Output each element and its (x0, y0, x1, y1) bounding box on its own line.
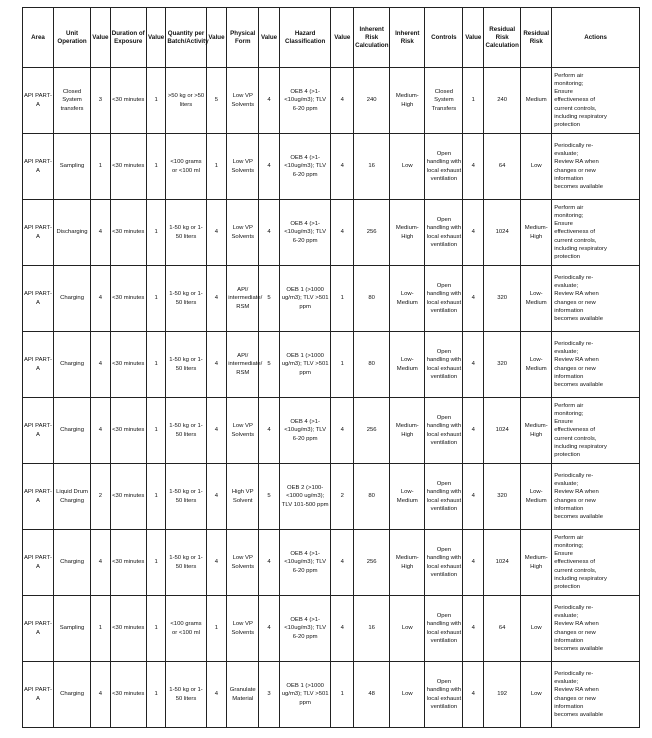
table-cell: API PART-A (23, 596, 54, 662)
table-cell: Medium-High (390, 68, 425, 134)
table-cell: 16 (354, 596, 390, 662)
table-cell: <30 minutes (110, 596, 146, 662)
cropped-heading-fragment (24, 0, 234, 5)
actions-line: effectiveness of (554, 559, 596, 566)
column-header: Residual Risk Calculation (484, 8, 521, 68)
actions-line: Periodically re- (554, 274, 594, 281)
table-cell: 256 (354, 530, 390, 596)
actions-line: Review RA when (554, 357, 599, 364)
actions-line: Periodically re- (554, 604, 594, 611)
table-cell: 1 (206, 596, 227, 662)
table-row (23, 596, 640, 662)
table-cell: 4 (91, 200, 111, 266)
actions-line: changes or new (554, 629, 596, 636)
table-row (23, 332, 640, 398)
actions-line: monitoring; (554, 542, 584, 549)
actions-cell (552, 68, 640, 134)
table-cell: 4 (463, 200, 484, 266)
table-cell: 4 (91, 398, 111, 464)
table-cell: <30 minutes (110, 332, 146, 398)
table-cell: 4 (463, 134, 484, 200)
table-cell: 4 (331, 68, 354, 134)
table-cell: OEB 4 (>1-<10ug/m3); TLV 6-20 ppm (279, 530, 331, 596)
table-cell: Charging (53, 266, 90, 332)
actions-line: current controls, (554, 237, 597, 244)
actions-line: Ensure (554, 419, 573, 426)
column-header: Quantity per Batch/Activity (166, 8, 206, 68)
table-row (23, 68, 640, 134)
column-header: Inherent Risk Calculation (354, 8, 390, 68)
column-header: Value (331, 8, 354, 68)
table-cell: Low VP Solvents (227, 398, 259, 464)
table-cell: OEB 4 (>1-<10ug/m3); TLV 6-20 ppm (279, 134, 331, 200)
table-cell: 4 (206, 662, 227, 728)
table-cell: API PART-A (23, 266, 54, 332)
actions-line: Review RA when (554, 159, 599, 166)
column-header: Controls (425, 8, 463, 68)
actions-line: Perform air (554, 204, 584, 211)
column-header: Value (206, 8, 227, 68)
table-cell: 1 (331, 266, 354, 332)
table-cell: Medium (521, 68, 552, 134)
actions-cell (552, 662, 640, 728)
table-cell: Low-Medium (521, 266, 552, 332)
table-cell: 3 (259, 662, 280, 728)
actions-line: information (554, 505, 584, 512)
actions-cell (552, 596, 640, 662)
table-cell: Low VP Solvents (227, 596, 259, 662)
table-cell: 4 (331, 134, 354, 200)
actions-line: current controls, (554, 105, 597, 112)
column-header: Area (23, 8, 54, 68)
actions-line: Perform air (554, 72, 584, 79)
actions-line: information (554, 307, 584, 314)
table-cell: 16 (354, 134, 390, 200)
actions-cell (552, 134, 640, 200)
column-header: Hazard Classification (279, 8, 331, 68)
column-header: Actions (552, 8, 640, 68)
table-cell: OEB 4 (>1-<10ug/m3); TLV 6-20 ppm (279, 596, 331, 662)
table-cell: 240 (484, 68, 521, 134)
table-cell: 4 (91, 530, 111, 596)
table-cell: Medium-High (390, 200, 425, 266)
actions-line: Periodically re- (554, 142, 594, 149)
table-cell: 1 (463, 68, 484, 134)
table-cell: API PART-A (23, 134, 54, 200)
table-cell: 4 (206, 332, 227, 398)
table-cell: Charging (53, 332, 90, 398)
table-cell: 4 (259, 200, 280, 266)
actions-line: Periodically re- (554, 670, 594, 677)
table-cell: Sampling (53, 596, 90, 662)
table-cell: 1 (146, 332, 166, 398)
table-cell: 1024 (484, 200, 521, 266)
table-cell: Low VP Solvents (227, 134, 259, 200)
table-cell: 1 (146, 266, 166, 332)
table-cell: Charging (53, 662, 90, 728)
table-cell: 1024 (484, 530, 521, 596)
actions-line: effectiveness of (554, 97, 596, 104)
actions-line: Ensure (554, 89, 573, 96)
actions-cell (552, 398, 640, 464)
actions-line: Review RA when (554, 687, 599, 694)
table-cell: 1 (146, 464, 166, 530)
table-cell: 1-50 kg or 1-50 liters (166, 530, 206, 596)
table-cell: Charging (53, 530, 90, 596)
table-cell: 5 (259, 266, 280, 332)
table-row (23, 662, 640, 728)
table-cell: 4 (259, 134, 280, 200)
table-cell: 4 (259, 596, 280, 662)
table-cell: 4 (206, 464, 227, 530)
table-cell: 1 (146, 662, 166, 728)
table-cell: 1 (146, 398, 166, 464)
table-cell: 4 (463, 266, 484, 332)
table-cell: Low VP Solvents (227, 200, 259, 266)
table-cell: Low (390, 134, 425, 200)
table-cell: 4 (331, 200, 354, 266)
table-cell: 5 (259, 332, 280, 398)
table-cell: <30 minutes (110, 134, 146, 200)
table-row (23, 134, 640, 200)
table-cell: 4 (331, 530, 354, 596)
actions-line: becomes available (554, 711, 603, 718)
table-cell: API PART-A (23, 530, 54, 596)
table-cell: OEB 1 (>1000 ug/m3); TLV >501 ppm (279, 662, 331, 728)
table-cell: Low (390, 596, 425, 662)
table-cell: 1-50 kg or 1-50 liters (166, 332, 206, 398)
table-cell: <30 minutes (110, 266, 146, 332)
table-cell: 1-50 kg or 1-50 liters (166, 266, 206, 332)
table-cell: <30 minutes (110, 530, 146, 596)
table-cell: Discharging (53, 200, 90, 266)
table-cell: 1 (91, 596, 111, 662)
table-cell: Low (390, 662, 425, 728)
actions-line: protection (554, 122, 581, 128)
table-cell: Open handling with local exhaust ventilation (425, 464, 463, 530)
table-cell: 4 (91, 266, 111, 332)
actions-line: evaluate; (554, 283, 579, 290)
actions-line: Review RA when (554, 621, 599, 628)
actions-line: Perform air (554, 534, 584, 541)
table-cell: 1 (146, 200, 166, 266)
table-cell: OEB 4 (>1-<10ug/m3); TLV 6-20 ppm (279, 68, 331, 134)
table-cell: <100 grams or <100 ml (166, 596, 206, 662)
table-cell: OEB 1 (>1000 ug/m3); TLV >501 ppm (279, 266, 331, 332)
actions-line: Ensure (554, 551, 573, 558)
table-cell: API PART-A (23, 332, 54, 398)
table-cell: Open handling with local exhaust ventilation (425, 134, 463, 200)
table-cell: Medium-High (521, 530, 552, 596)
actions-line: evaluate; (554, 613, 579, 620)
table-cell: API PART-A (23, 464, 54, 530)
table-cell: Medium-High (390, 398, 425, 464)
table-cell: Low VP Solvents (227, 530, 259, 596)
column-header: Inherent Risk (390, 8, 425, 68)
actions-cell (552, 200, 640, 266)
table-row (23, 200, 640, 266)
actions-line: monitoring; (554, 212, 584, 219)
actions-line: effectiveness of (554, 427, 596, 434)
actions-line: information (554, 703, 584, 710)
actions-line: becomes available (554, 315, 603, 322)
table-cell: Open handling with local exhaust ventilation (425, 266, 463, 332)
table-cell: High VP Solvent (227, 464, 259, 530)
table-cell: <30 minutes (110, 662, 146, 728)
table-cell: 1 (146, 530, 166, 596)
actions-line: becomes available (554, 183, 603, 190)
column-header: Physical Form (227, 8, 259, 68)
table-cell: 4 (206, 398, 227, 464)
actions-line: evaluate; (554, 481, 579, 488)
table-cell: 4 (91, 332, 111, 398)
table-cell: 4 (331, 596, 354, 662)
table-cell: 64 (484, 134, 521, 200)
actions-line: changes or new (554, 167, 596, 174)
actions-line: protection (554, 584, 581, 590)
actions-line: changes or new (554, 365, 596, 372)
table-cell: 4 (206, 200, 227, 266)
actions-line: information (554, 637, 584, 644)
actions-line: Ensure (554, 221, 573, 228)
actions-line: including respiratory (554, 113, 607, 120)
table-cell: 1 (146, 596, 166, 662)
table-cell: 4 (463, 398, 484, 464)
actions-line: protection (554, 254, 581, 260)
table-cell: API PART-A (23, 200, 54, 266)
actions-line: monitoring; (554, 80, 584, 87)
column-header: Value (91, 8, 111, 68)
actions-line: evaluate; (554, 349, 579, 356)
table-cell: 1 (331, 662, 354, 728)
actions-cell (552, 266, 640, 332)
table-cell: 1024 (484, 398, 521, 464)
table-cell: <30 minutes (110, 200, 146, 266)
table-cell: 4 (463, 596, 484, 662)
column-header: Value (146, 8, 166, 68)
table-cell: Open handling with local exhaust ventilation (425, 332, 463, 398)
table-body (23, 68, 640, 728)
table-cell: Low (521, 134, 552, 200)
table-cell: 1 (146, 68, 166, 134)
table-cell: 320 (484, 266, 521, 332)
actions-cell (552, 332, 640, 398)
actions-line: evaluate; (554, 679, 579, 686)
table-cell: 1 (91, 134, 111, 200)
table-cell: 3 (91, 68, 111, 134)
actions-line: current controls, (554, 567, 597, 574)
table-cell: Low-Medium (390, 266, 425, 332)
table-cell: Open handling with local exhaust ventilation (425, 662, 463, 728)
table-cell: 4 (463, 530, 484, 596)
table-cell: Sampling (53, 134, 90, 200)
actions-cell (552, 530, 640, 596)
table-cell: API/ intermediate/ RSM (227, 332, 259, 398)
actions-line: monitoring; (554, 410, 584, 417)
column-header: Duration of Exposure (110, 8, 146, 68)
table-cell: Closed System transfers (53, 68, 90, 134)
actions-line: becomes available (554, 513, 603, 520)
actions-line: changes or new (554, 497, 596, 504)
table-cell: 2 (91, 464, 111, 530)
table-cell: <30 minutes (110, 68, 146, 134)
table-cell: 1 (206, 134, 227, 200)
table-cell: API PART-A (23, 398, 54, 464)
actions-line: current controls, (554, 435, 597, 442)
table-cell: Open handling with local exhaust ventilation (425, 398, 463, 464)
table-cell: 4 (91, 662, 111, 728)
table-cell: 4 (206, 266, 227, 332)
table-cell: 1-50 kg or 1-50 liters (166, 200, 206, 266)
table-cell: Open handling with local exhaust ventilation (425, 596, 463, 662)
actions-line: information (554, 373, 584, 380)
table-cell: >50 kg or >50 liters (166, 68, 206, 134)
table-cell: OEB 1 (>1000 ug/m3); TLV >501 ppm (279, 332, 331, 398)
table-cell: 4 (259, 530, 280, 596)
actions-line: becomes available (554, 645, 603, 652)
table-cell: 4 (331, 398, 354, 464)
table-cell: Low-Medium (390, 464, 425, 530)
table-cell: Low-Medium (521, 464, 552, 530)
table-cell: Low (521, 596, 552, 662)
table-cell: Low (521, 662, 552, 728)
table-cell: 256 (354, 200, 390, 266)
table-cell: API PART-A (23, 68, 54, 134)
column-header: Residual Risk (521, 8, 552, 68)
table-cell: 256 (354, 398, 390, 464)
actions-line: Periodically re- (554, 340, 594, 347)
table-cell: 80 (354, 332, 390, 398)
table-cell: Open handling with local exhaust ventilation (425, 530, 463, 596)
table-cell: 64 (484, 596, 521, 662)
table-cell: Charging (53, 398, 90, 464)
table-cell: Low-Medium (521, 332, 552, 398)
table-row (23, 530, 640, 596)
table-cell: API/ intermediate/ RSM (227, 266, 259, 332)
actions-line: effectiveness of (554, 229, 596, 236)
actions-line: evaluate; (554, 151, 579, 158)
table-cell: 1-50 kg or 1-50 liters (166, 662, 206, 728)
actions-line: including respiratory (554, 575, 607, 582)
actions-line: Review RA when (554, 291, 599, 298)
table-cell: Low-Medium (390, 332, 425, 398)
table-cell: 240 (354, 68, 390, 134)
actions-line: Periodically re- (554, 472, 594, 479)
table-cell: <30 minutes (110, 464, 146, 530)
table-cell: Low VP Solvents (227, 68, 259, 134)
table-cell: 4 (463, 662, 484, 728)
table-cell: Medium-High (390, 530, 425, 596)
table-cell: 1 (331, 332, 354, 398)
table-cell: OEB 4 (>1-<10ug/m3); TLV 6-20 ppm (279, 200, 331, 266)
table-cell: <30 minutes (110, 398, 146, 464)
table-row (23, 266, 640, 332)
table-cell: 320 (484, 332, 521, 398)
table-cell: OEB 2 (>100-<1000 ug/m3); TLV 101-500 ppm (279, 464, 331, 530)
actions-line: Review RA when (554, 489, 599, 496)
table-row (23, 398, 640, 464)
actions-line: including respiratory (554, 443, 607, 450)
actions-line: changes or new (554, 695, 596, 702)
column-header: Unit Operation (53, 8, 90, 68)
actions-line: protection (554, 452, 581, 458)
table-cell: 80 (354, 266, 390, 332)
table-cell: 2 (331, 464, 354, 530)
table-cell: 4 (463, 332, 484, 398)
actions-line: becomes available (554, 381, 603, 388)
actions-cell (552, 464, 640, 530)
table-cell: API PART-A (23, 662, 54, 728)
actions-line: changes or new (554, 299, 596, 306)
actions-line: Perform air (554, 402, 584, 409)
actions-line: including respiratory (554, 245, 607, 252)
table-cell: 1 (146, 134, 166, 200)
table-cell: 4 (206, 530, 227, 596)
column-header: Value (259, 8, 280, 68)
table-cell: 5 (259, 464, 280, 530)
table-cell: 4 (259, 68, 280, 134)
table-cell: 4 (259, 398, 280, 464)
table-cell: Medium-High (521, 398, 552, 464)
table-cell: 4 (463, 464, 484, 530)
table-header-row (23, 8, 640, 68)
actions-line: information (554, 175, 584, 182)
table-cell: 48 (354, 662, 390, 728)
table-row (23, 464, 640, 530)
table-cell: Closed System Transfers (425, 68, 463, 134)
table-cell: Liquid Drum Charging (53, 464, 90, 530)
table-cell: 80 (354, 464, 390, 530)
table-cell: 1-50 kg or 1-50 liters (166, 464, 206, 530)
risk-assessment-table (22, 7, 640, 728)
table-cell: <100 grams or <100 ml (166, 134, 206, 200)
table-cell: 5 (206, 68, 227, 134)
table-cell: 1-50 kg or 1-50 liters (166, 398, 206, 464)
table-cell: OEB 4 (>1-<10ug/m3); TLV 6-20 ppm (279, 398, 331, 464)
column-header: Value (463, 8, 484, 68)
table-cell: Granulate Material (227, 662, 259, 728)
table-cell: 320 (484, 464, 521, 530)
table-cell: 192 (484, 662, 521, 728)
table-cell: Medium-High (521, 200, 552, 266)
table-cell: Open handling with local exhaust ventilation (425, 200, 463, 266)
